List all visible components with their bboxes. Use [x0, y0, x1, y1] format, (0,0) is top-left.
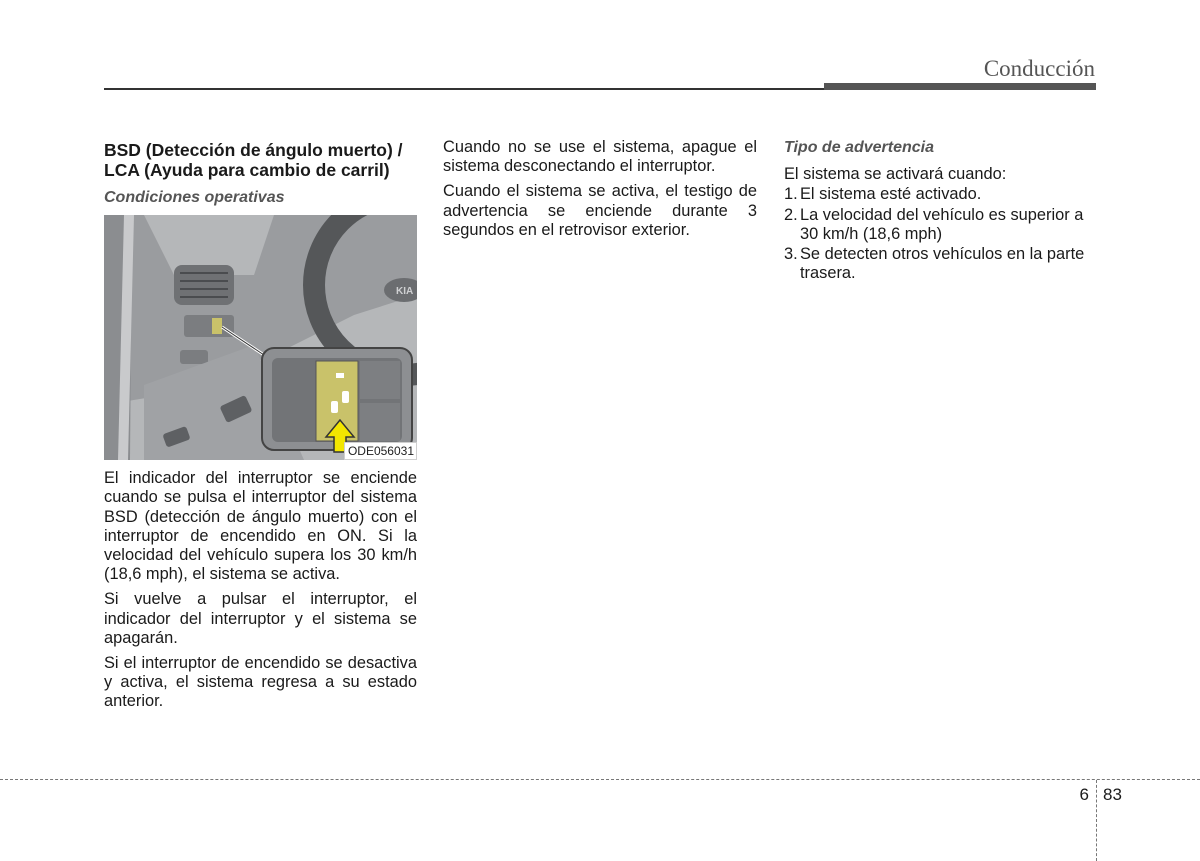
column-middle: [443, 138, 757, 246]
subheading-conditions: Condiciones operativas: [104, 189, 285, 206]
chapter-number: 6: [1079, 785, 1089, 804]
header-rule-thick: [824, 83, 1096, 90]
list-item: [784, 206, 1098, 244]
header-rule-thin: [104, 88, 824, 90]
paragraph: Cuando el sistema se activa, el testigo de advertencia se enciende durante 3 segundos en el retrovisor exterior.: [443, 182, 757, 239]
paragraph: Si vuelve a pulsar el interruptor, el indicador del interruptor y el sistema se apagarán.: [104, 590, 417, 647]
list-item-text: El sistema esté activado.: [800, 185, 982, 204]
dashboard-figure: [104, 215, 417, 460]
activation-list: [784, 185, 1098, 283]
section-heading: BSD (Detección de ángulo muerto) / LCA (Ayuda para cambio de carril): [104, 140, 403, 180]
column-left: [104, 138, 417, 718]
list-item-number: 2.: [784, 205, 798, 224]
footer-vertical-divider: [1096, 780, 1097, 861]
list-item-number: 3.: [784, 245, 798, 264]
page-header-title: Conducción: [983, 56, 1095, 81]
subheading-warning-type: Tipo de advertencia: [784, 139, 934, 156]
list-item-number: 1.: [784, 185, 798, 204]
figure-code: ODE056031: [344, 442, 417, 460]
car-dashboard-illustration: [104, 215, 417, 460]
paragraph: El indicador del interruptor se enciende cuando se pulsa el interruptor del sistema BSD (detección de ángulo muerto) con el interruptor de encendido en ON. Si la velocidad del vehículo supera los 30 km/h (18,6 mph), el sistema se activa.: [104, 469, 417, 584]
list-item-text: Se detecten otros vehículos en la parte trasera.: [800, 245, 1085, 283]
footer-divider: [0, 779, 1200, 780]
paragraph: Si el interruptor de encendido se desactiva y activa, el sistema regresa a su estado anterior.: [104, 654, 417, 711]
page-number: 83: [1103, 785, 1122, 804]
list-intro: El sistema se activará cuando:: [784, 165, 1007, 184]
column-right: [784, 138, 1098, 284]
list-item-text: La velocidad del vehículo es superior a 30 km/h (18,6 mph): [800, 205, 1084, 243]
paragraph: Cuando no se use el sistema, apague el sistema desconectando el interruptor.: [443, 138, 757, 176]
list-item: [784, 185, 1098, 204]
svg-text:KIA: KIA: [396, 286, 414, 298]
list-item: [784, 245, 1098, 283]
